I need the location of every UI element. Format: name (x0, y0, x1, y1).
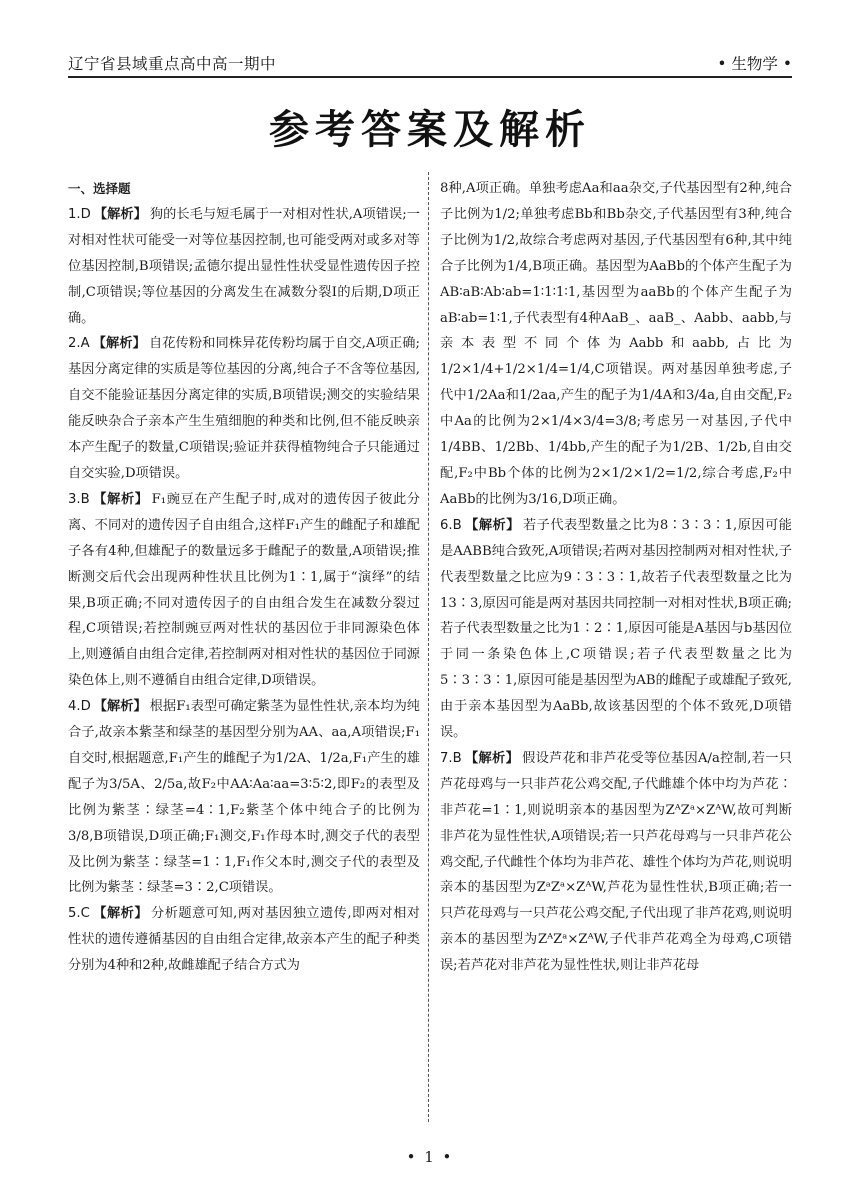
left-column (68, 176, 420, 979)
subject-label: • 生物学 • (717, 55, 792, 73)
answer-number: 7.B (440, 750, 462, 766)
answer-number: 4.D (68, 699, 91, 715)
analysis-tag: 【解析】 (93, 206, 147, 222)
page-header (68, 52, 792, 78)
answer-text: F₁豌豆在产生配子时,成对的遗传因子彼此分离、不同对的遗传因子自由组合,这样F₁产生的雌配子和雄配子各有4种,但雄配子的数量远多于雌配子的数量,A项错误;推断测交后代会出现两种性状且比例为1∶1,属于“演绎”的结果,B项正确;不同对遗传因子的自由组合发生在减数分裂过程,C项错误;若控制豌豆两对性状的基因位于非同源染色体上,则遵循自由组合定律,若控制两对相对性状的基因位于同源染色体上,则不遵循自由组合定律,D项错误。 (68, 491, 420, 689)
answer-number: 3.B (68, 491, 90, 507)
answer-number: 2.A (68, 336, 90, 352)
answer-number: 6.B (440, 517, 462, 533)
analysis-tag: 【解析】 (464, 750, 520, 766)
answer-item (68, 202, 420, 332)
answer-text: 自花传粉和同株异花传粉均属于自交,A项正确;基因分离定律的实质是等位基因的分离,纯合子不含等位基因,自交不能验证基因分离定律的实质,B项错误;测交的实验结果能反映杂合子亲本产生生殖细胞的种类和比例,但不能反映亲本产生配子的数量,C项错误;验证并获得植物纯合子只能通过自交实验,D项错误。 (68, 336, 420, 481)
analysis-tag: 【解析】 (92, 491, 149, 507)
answer-text: 8种,A项正确。单独考虑Aa和aa杂交,子代基因型有2种,纯合子比例为1/2;单独考虑Bb和Bb杂交,子代基因型有3种,纯合子比例为1/2,故综合考虑两对基因,子代基因型有6种,其中纯合子比例为1/4,B项正确。基因型为AaBb的个体产生配子为AB∶aB∶Ab∶ab=1∶1∶1∶1,基因型为aaBb的个体产生配子为aB∶ab=1∶1,子代表型有4种AaB_、aaB_、Aabb、aabb,与亲本表型不同个体为Aabb和aabb,占比为1/2×1/4+1/2×1/4=1/4,C项错误。两对基因单独考虑,子代中1/2Aa和1/2aa,产生的配子为1/4A和3/4a,自由交配,F₂中Aa的比例为2×1/4×3/4=3/8;考虑另一对基因,子代中1/4BB、1/2Bb、1/4bb,产生的配子为1/2B、1/2b,自由交配,F₂中Bb个体的比例为2×1/2×1/2=1/2,综合考虑,F₂中AaBb的比例为3/16,D项正确。 (440, 181, 792, 507)
answer-number: 5.C (68, 906, 90, 922)
analysis-tag: 【解析】 (92, 336, 146, 352)
answer-item (68, 901, 420, 979)
answer-item (440, 746, 792, 979)
answer-continuation (440, 176, 792, 513)
answer-text: 分析题意可知,两对基因独立遗传,即两对相对性状的遗传遵循基因的自由组合定律,故亲本产生的配子种类分别为4种和2种,故雌雄配子结合方式为 (68, 906, 420, 974)
answer-item (68, 694, 420, 901)
answer-item (440, 513, 792, 746)
page-number: • 1 • (406, 1148, 454, 1166)
page-title: 参考答案及解析 (269, 107, 591, 153)
answer-item (68, 487, 420, 694)
answer-item (68, 331, 420, 486)
analysis-tag: 【解析】 (464, 517, 520, 533)
answer-text: 狗的长毛与短毛属于一对相对性状,A项错误;一对相对性状可能受一对等位基因控制,也可能受两对或多对等位基因控制,B项错误;孟德尔提出显性性状受显性遗传因子控制,C项错误;等位基因的分离发生在减数分裂Ⅰ的后期,D项正确。 (68, 206, 420, 326)
exam-title: 辽宁省县域重点高中高一期中 (68, 55, 277, 73)
answer-text: 根据F₁表型可确定紫茎为显性性状,亲本均为纯合子,故亲本紫茎和绿茎的基因型分别为AA、aa,A项错误;F₁自交时,根据题意,F₁产生的雌配子为1/2A、1/2a,F₁产生的雄配子为3/5A、2/5a,故F₂中AA∶Aa∶aa=3∶5∶2,即F₂的表型及比例为紫茎∶绿茎=4∶1,F₂紫茎个体中纯合子的比例为3/8,B项错误,D项正确;F₁测交,F₁作母本时,测交子代的表型及比例为紫茎∶绿茎=1∶1,F₁作父本时,测交子代的表型及比例为紫茎∶绿茎=3∶2,C项错误。 (68, 699, 420, 896)
section-title: 一、选择题 (68, 181, 131, 196)
right-column (440, 176, 792, 979)
analysis-tag: 【解析】 (93, 699, 147, 715)
analysis-tag: 【解析】 (92, 906, 149, 922)
answer-number: 1.D (68, 206, 91, 222)
column-divider (428, 172, 429, 1122)
answer-text: 假设芦花和非芦花受等位基因A/a控制,若一只芦花母鸡与一只非芦花公鸡交配,子代雌雄个体中均为芦花∶非芦花=1∶1,则说明亲本的基因型为ZᴬZᵃ×ZᴬW,故可判断非芦花为显性性状,A项错误;若一只芦花母鸡与一只非芦花公鸡交配,子代雌性个体均为非芦花、雄性个体均为芦花,则说明亲本的基因型为ZᵃZᵃ×ZᴬW,芦花为显性性状,B项正确;若一只芦花母鸡与一只芦花公鸡交配,子代出现了非芦花鸡,则说明亲本的基因型为ZᴬZᵃ×ZᴬW,子代非芦花鸡全为母鸡,C项错误;若芦花对非芦花为显性性状,则让非芦花母 (440, 750, 792, 974)
answer-text: 若子代表型数量之比为8∶3∶3∶1,原因可能是AABB纯合致死,A项错误;若两对基因控制两对相对性状,子代表型数量之比应为9∶3∶3∶1,故若子代表型数量之比为13∶3,原因可能是两对基因共同控制一对相对性状,B项正确;若子代表型数量之比为1∶2∶1,原因可能是A基因与b基因位于同一条染色体上,C项错误;若子代表型数量之比为5∶3∶3∶1,原因可能是基因型为AB的雌配子或雄配子致死,由于亲本基因型为AaBb,故该基因型的个体不致死,D项错误。 (440, 517, 792, 741)
